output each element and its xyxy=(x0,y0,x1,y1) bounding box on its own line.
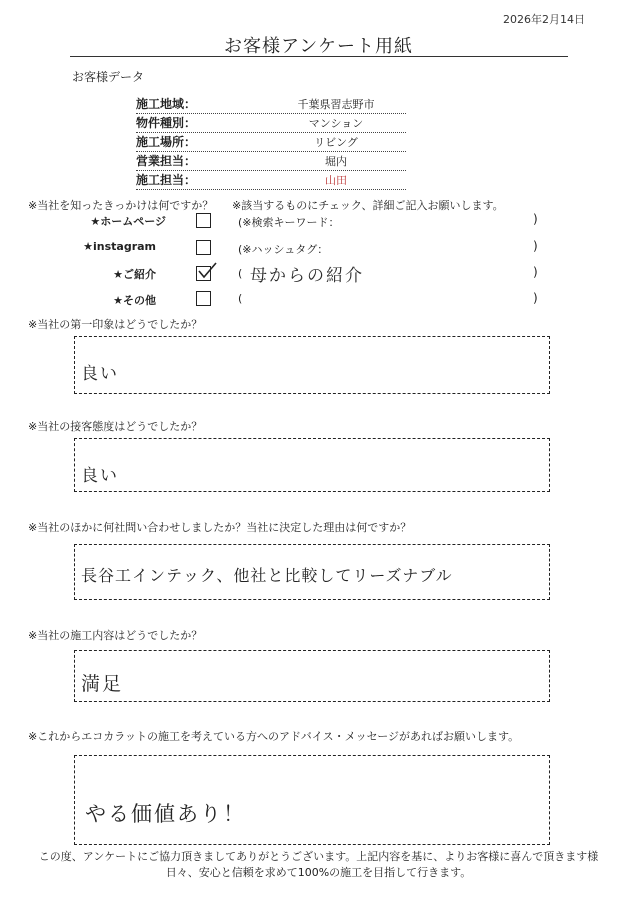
q5-question: ※当社の施工内容はどうでしたか？ xyxy=(28,629,203,642)
customer-data-heading: お客様データ xyxy=(72,70,145,84)
data-row-label: 施工担当： xyxy=(136,173,197,187)
close-paren: ) xyxy=(533,212,538,226)
q5-answer-box[interactable] xyxy=(74,650,550,702)
checkbox-referral[interactable] xyxy=(196,266,211,281)
checkbox-homepage[interactable] xyxy=(196,213,211,228)
q4-question: ※当社のほかに何社問い合わせしましたか？当社に決定した理由は何ですか？ xyxy=(28,521,412,534)
title-divider xyxy=(70,56,568,57)
data-row-property-type xyxy=(136,114,406,130)
option-detail-instagram: (※ハッシュタグ： xyxy=(238,243,329,256)
q3-question: ※当社の接客態度はどうでしたか？ xyxy=(28,420,203,433)
q3-answer-box[interactable] xyxy=(74,438,550,492)
close-paren: ) xyxy=(533,291,538,305)
option-label-referral: ★ご紹介 xyxy=(113,268,156,281)
q4-answer-box[interactable] xyxy=(74,544,550,600)
data-row-label: 施工場所： xyxy=(136,135,197,149)
q2-question: ※当社の第一印象はどうでしたか？ xyxy=(28,318,203,331)
option-detail-other: ( xyxy=(238,292,243,305)
checkbox-instagram[interactable] xyxy=(196,240,211,255)
check-mark-icon xyxy=(196,261,218,279)
option-detail-homepage: (※検索キーワード： xyxy=(238,216,340,229)
data-row-location xyxy=(136,133,406,149)
dotted-rule xyxy=(136,189,406,190)
option-label-homepage: ★ホームページ xyxy=(90,215,166,228)
data-row-area xyxy=(136,95,406,111)
q2-answer-box[interactable] xyxy=(74,336,550,394)
data-row-label: 施工地域： xyxy=(136,97,197,111)
q1-question: ※当社を知ったきっかけは何ですか？ xyxy=(28,199,214,212)
q5-answer: 満足 xyxy=(81,673,124,695)
q6-question: ※これからエコカラットの施工を考えている方へのアドバイス・メッセージがあればお願いします。 xyxy=(28,730,520,743)
data-row-value: リビング xyxy=(314,136,358,149)
q6-answer-box[interactable] xyxy=(74,755,550,845)
option-label-other: ★その他 xyxy=(113,294,156,307)
footer-line-1: この度、アンケートにご協力頂きましてありがとうございます。上記内容を基に、よりお客様に喜んで頂きます様 xyxy=(38,850,599,863)
footer-line-2: 日々、安心と信頼を求めて100%の施工を目指して行きます。 xyxy=(165,866,472,879)
q1-instruction: ※該当するものにチェック、詳細ご記入お願いします。 xyxy=(232,199,504,212)
data-row-value: 千葉県習志野市 xyxy=(297,98,375,111)
data-row-label: 営業担当： xyxy=(136,154,197,168)
data-row-sales-rep xyxy=(136,152,406,168)
survey-date: 2026年2月14日 xyxy=(503,13,585,26)
data-row-label: 物件種別： xyxy=(136,116,197,130)
q2-answer: 良い xyxy=(81,364,119,384)
q3-answer: 良い xyxy=(81,466,119,486)
close-paren: ) xyxy=(533,239,538,253)
installer-stamp: 山田 xyxy=(325,174,347,187)
option-label-instagram: ★instagram xyxy=(83,240,156,253)
q6-answer: やる価値あり！ xyxy=(85,802,246,826)
checkbox-other[interactable] xyxy=(196,291,211,306)
data-row-value: マンション xyxy=(308,117,364,130)
page-title: お客様アンケート用紙 xyxy=(224,36,413,57)
data-row-value: 堀内 xyxy=(325,155,347,168)
close-paren: ) xyxy=(533,265,538,279)
option-detail-referral: ( xyxy=(238,267,243,280)
data-row-installer xyxy=(136,171,406,187)
q4-answer: 長谷工インテック、他社と比較してリーズナブル xyxy=(81,566,453,585)
referral-answer: 母からの紹介 xyxy=(250,266,364,286)
